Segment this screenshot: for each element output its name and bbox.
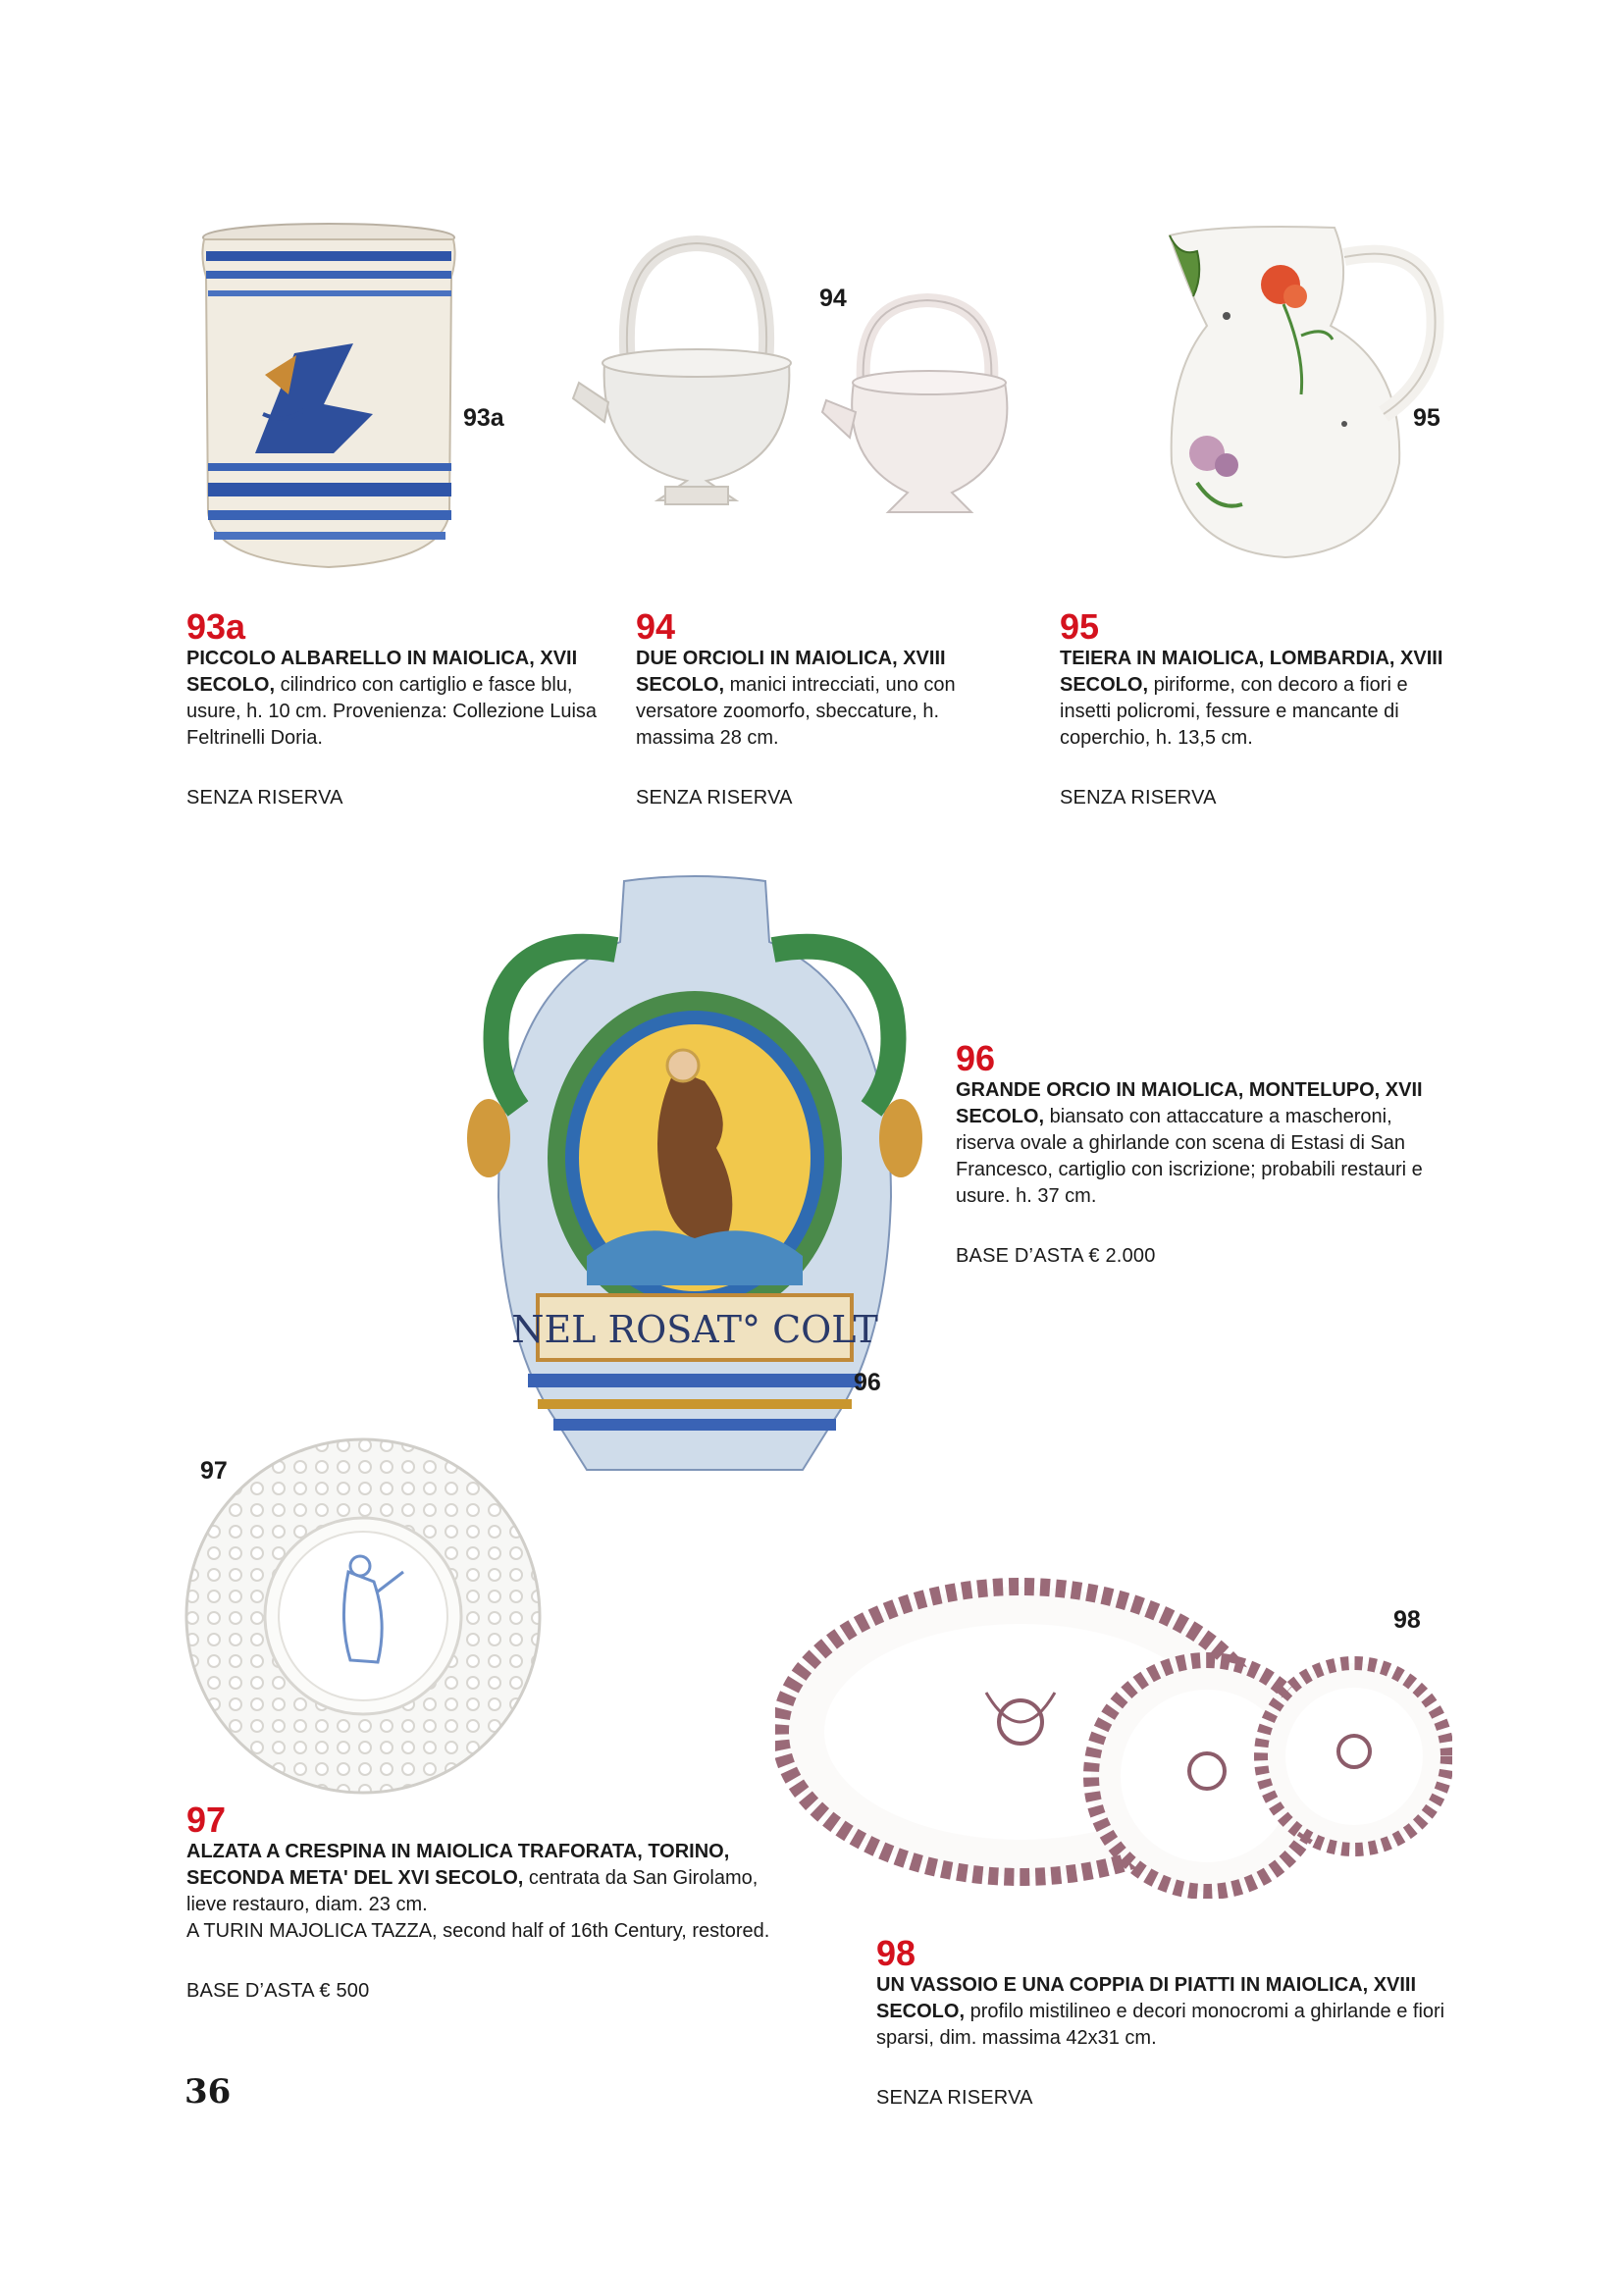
lot-english-description: A TURIN MAJOLICA TAZZA, second half of 16th Century, restored. <box>186 1920 770 1942</box>
lot-95 <box>1060 608 1452 809</box>
lot-93a-image <box>186 218 471 581</box>
teiera-drawing <box>1158 218 1452 561</box>
lot-97-image-label: 97 <box>200 1457 228 1485</box>
lot-terms: BASE D’ASTA € 500 <box>186 1980 370 2002</box>
lot-title: GRANDE ORCIO IN MAIOLICA, MONTELUPO, XVII SECOLO, <box>956 1079 1423 1127</box>
lot-number: 95 <box>1060 606 1100 647</box>
lot-details: centrata da San Girolamo, lieve restauro, diam. 23 cm. <box>186 1867 759 1915</box>
lot-description <box>636 646 1019 752</box>
lot-terms: BASE D’ASTA € 2.000 <box>956 1245 1156 1267</box>
lot-93a-image-label: 93a <box>463 404 504 432</box>
lot-details: biansato con attaccature a mascheroni, riserva ovale a ghirlande con scena di Estasi di San Francesco, cartiglio con iscrizione; probabili restauri e usure. h. 37 cm. <box>956 1106 1423 1207</box>
lot-96-image-label: 96 <box>854 1369 881 1396</box>
page-number: 36 <box>184 2072 232 2112</box>
lot-details: manici intrecciati, uno con versatore zoomorfo, sbeccature, h. massima 28 cm. <box>636 674 956 749</box>
lot-number: 98 <box>876 1933 916 1973</box>
lot-title: DUE ORCIOLI IN MAIOLICA, XVIII SECOLO, <box>636 648 946 696</box>
lot-title: PICCOLO ALBARELLO IN MAIOLICA, XVII SECOLO, <box>186 648 578 696</box>
lot-number: 93a <box>186 606 246 647</box>
lot-description <box>956 1077 1452 1210</box>
lot-number: 94 <box>636 606 676 647</box>
lot-95-image-label: 95 <box>1413 404 1440 432</box>
lot-description <box>1060 646 1452 752</box>
lot-terms: SENZA RISERVA <box>876 2087 1033 2109</box>
lot-97 <box>186 1801 775 2003</box>
lot-details: profilo mistilineo e decori monocromi a ghirlande e fiori sparsi, dim. massima 42x31 cm. <box>876 2001 1445 2049</box>
vase-inscription: NEL ROSAT° COLT <box>511 1308 878 1351</box>
albarello-drawing <box>186 218 471 581</box>
lot-96 <box>956 1040 1452 1268</box>
crespina-drawing <box>182 1435 545 1798</box>
lot-97-image <box>182 1435 545 1798</box>
lot-94-image <box>569 235 1021 530</box>
lot-98-image <box>775 1575 1452 1899</box>
orcioli-drawing <box>569 235 1021 530</box>
lot-98-image-label: 98 <box>1393 1606 1421 1634</box>
lot-details: piriforme, con decoro a fiori e insetti policromi, fessure e mancante di coperchio, h. 13,5 cm. <box>1060 674 1408 749</box>
lot-98 <box>876 1935 1455 2110</box>
lot-description <box>876 1972 1455 2052</box>
lot-terms: SENZA RISERVA <box>186 787 343 809</box>
lot-94 <box>636 608 1019 809</box>
lot-title: UN VASSOIO E UNA COPPIA DI PIATTI IN MAIOLICA, XVIII SECOLO, <box>876 1974 1417 2022</box>
lot-95-image <box>1158 218 1452 561</box>
lot-terms: SENZA RISERVA <box>1060 787 1217 809</box>
lot-number: 97 <box>186 1800 227 1840</box>
lot-terms: SENZA RISERVA <box>636 787 793 809</box>
lot-93a <box>186 608 599 809</box>
lot-number: 96 <box>956 1038 996 1078</box>
lot-description <box>186 1839 775 1918</box>
lot-title: TEIERA IN MAIOLICA, LOMBARDIA, XVIII SECOLO, <box>1060 648 1443 696</box>
lot-description <box>186 646 599 752</box>
lot-details: cilindrico con cartiglio e fasce blu, usure, h. 10 cm. Provenienza: Collezione Luisa Feltrinelli Doria. <box>186 674 598 749</box>
lot-title: ALZATA A CRESPINA IN MAIOLICA TRAFORATA, TORINO, SECONDA META' DEL XVI SECOLO, <box>186 1841 730 1889</box>
lot-94-image-label: 94 <box>819 285 847 312</box>
piatti-drawing <box>775 1575 1452 1899</box>
